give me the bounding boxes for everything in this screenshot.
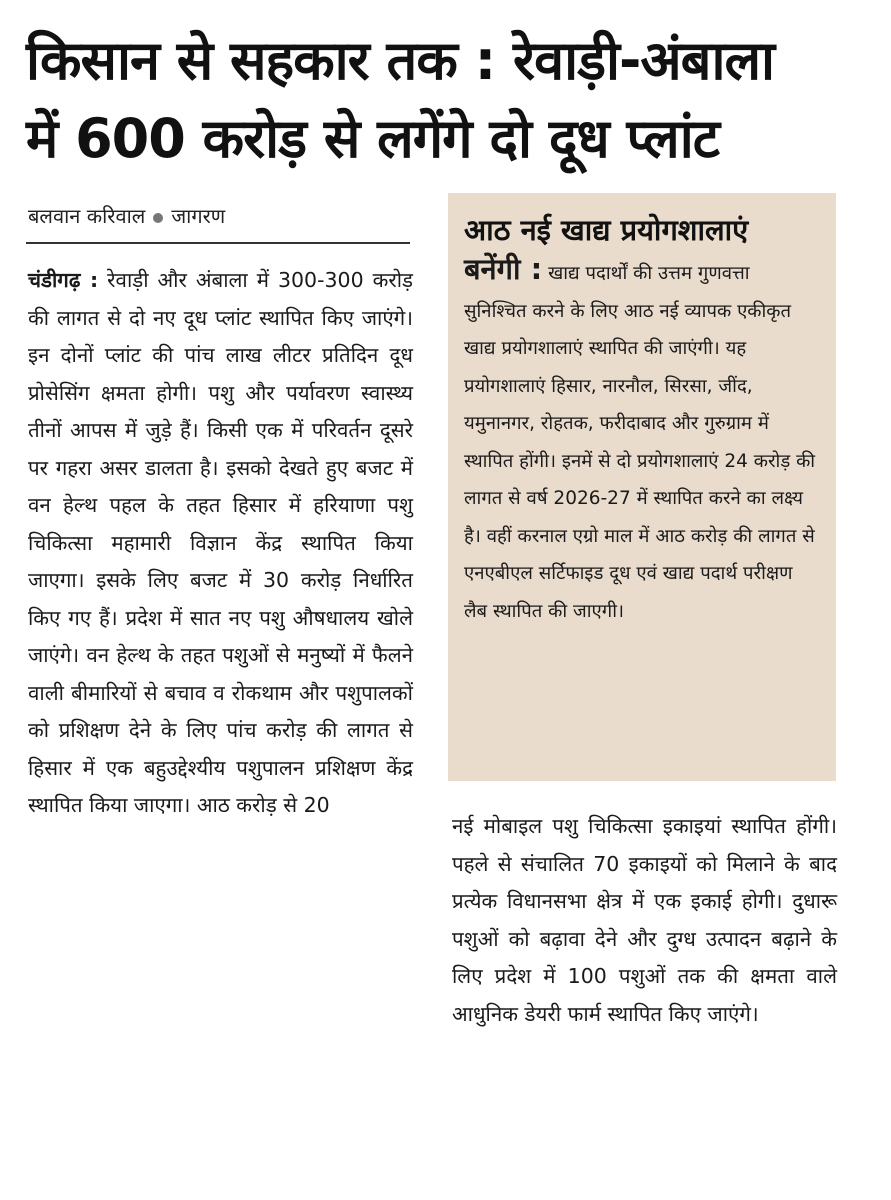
bullet-dot-icon (153, 213, 163, 223)
article-column-left (28, 262, 413, 825)
headline-line-1: किसान से सहकार तक : रेवाड़ी-अंबाला (26, 29, 775, 92)
sidebar-body-wrap (464, 251, 816, 630)
headline-line-2: में 600 करोड़ से लगेंगे दो दूध प्लांट (26, 107, 719, 170)
sidebar-body: खाद्य पदार्थों की उत्तम गुणवत्ता सुनिश्चित करने के लिए आठ नई व्यापक एकीकृत खाद्य प्रयोगशालाएं स्थापित की जाएंगी। यह प्रयोगशालाएं हिसार, नारनौल, सिरसा, जींद, यमुनानगर, रोहतक, फरीदाबाद और गुरुग्राम में स्थापित होंगी। इनमें से दो प्रयोगशालाएं 24 करोड़ की लागत से वर्ष 2026-27 में स्थापित करने का लक्ष्य है। वहीं करनाल एग्रो माल में आठ करोड़ की लागत से एनएबीएल सर्टिफाइड दूध एवं खाद्य पदार्थ परीक्षण लैब स्थापित की जाएगी। (464, 263, 816, 622)
article-column-right (452, 808, 837, 1033)
byline-divider (26, 242, 410, 244)
dateline-city: चंडीगढ़ : (28, 268, 99, 292)
sidebar-heading: आठ नई खाद्य प्रयोगशालाएं (464, 213, 749, 247)
sidebar-heading-cont: बनेंगी : (464, 252, 543, 286)
article-body-left: रेवाड़ी और अंबाला में 300-300 करोड़ की लागत से दो नए दूध प्लांट स्थापित किए जाएंगे। इन दोनों प्लांट की पांच लाख लीटर प्रतिदिन दूध प्रोसेसिंग क्षमता होगी। पशु और पर्यावरण स्वास्थ्य तीनों आपस में जुड़े हैं। किसी एक में परिवर्तन दूसरे पर गहरा असर डालता है। इसको देखते हुए बजट में वन हेल्थ पहल के तहत हिसार में हरियाणा पशु चिकित्सा महामारी विज्ञान केंद्र स्थापित किया जाएगा। इसके लिए बजट में 30 करोड़ निर्धारित किए गए हैं। प्रदेश में सात नए पशु औषधालय खोले जाएंगे। वन हेल्थ के तहत पशुओं से मनुष्यों में फैलने वाली बीमारियों से बचाव व रोकथाम और पशुपालकों को प्रशिक्षण देने के लिए पांच करोड़ की लागत से हिसार में एक बहुउद्देश्यीय पशुपालन प्रशिक्षण केंद्र स्थापित किया जाएगा। आठ करोड़ से 20 (28, 268, 413, 817)
byline (28, 202, 408, 230)
headline (26, 22, 876, 178)
byline-source: जागरण (171, 204, 226, 228)
sidebar-box (448, 193, 836, 781)
byline-author: बलवान करिवाल (28, 204, 146, 228)
article-body-right: नई मोबाइल पशु चिकित्सा इकाइयां स्थापित होंगी। पहले से संचालित 70 इकाइयों को मिलाने के बाद प्रत्येक विधानसभा क्षेत्र में एक इकाई होगी। दुधारू पशुओं को बढ़ावा देने और दुग्ध उत्पादन बढ़ाने के लिए प्रदेश में 100 पशुओं तक की क्षमता वाले आधुनिक डेयरी फार्म स्थापित किए जाएंगे। (452, 814, 837, 1026)
